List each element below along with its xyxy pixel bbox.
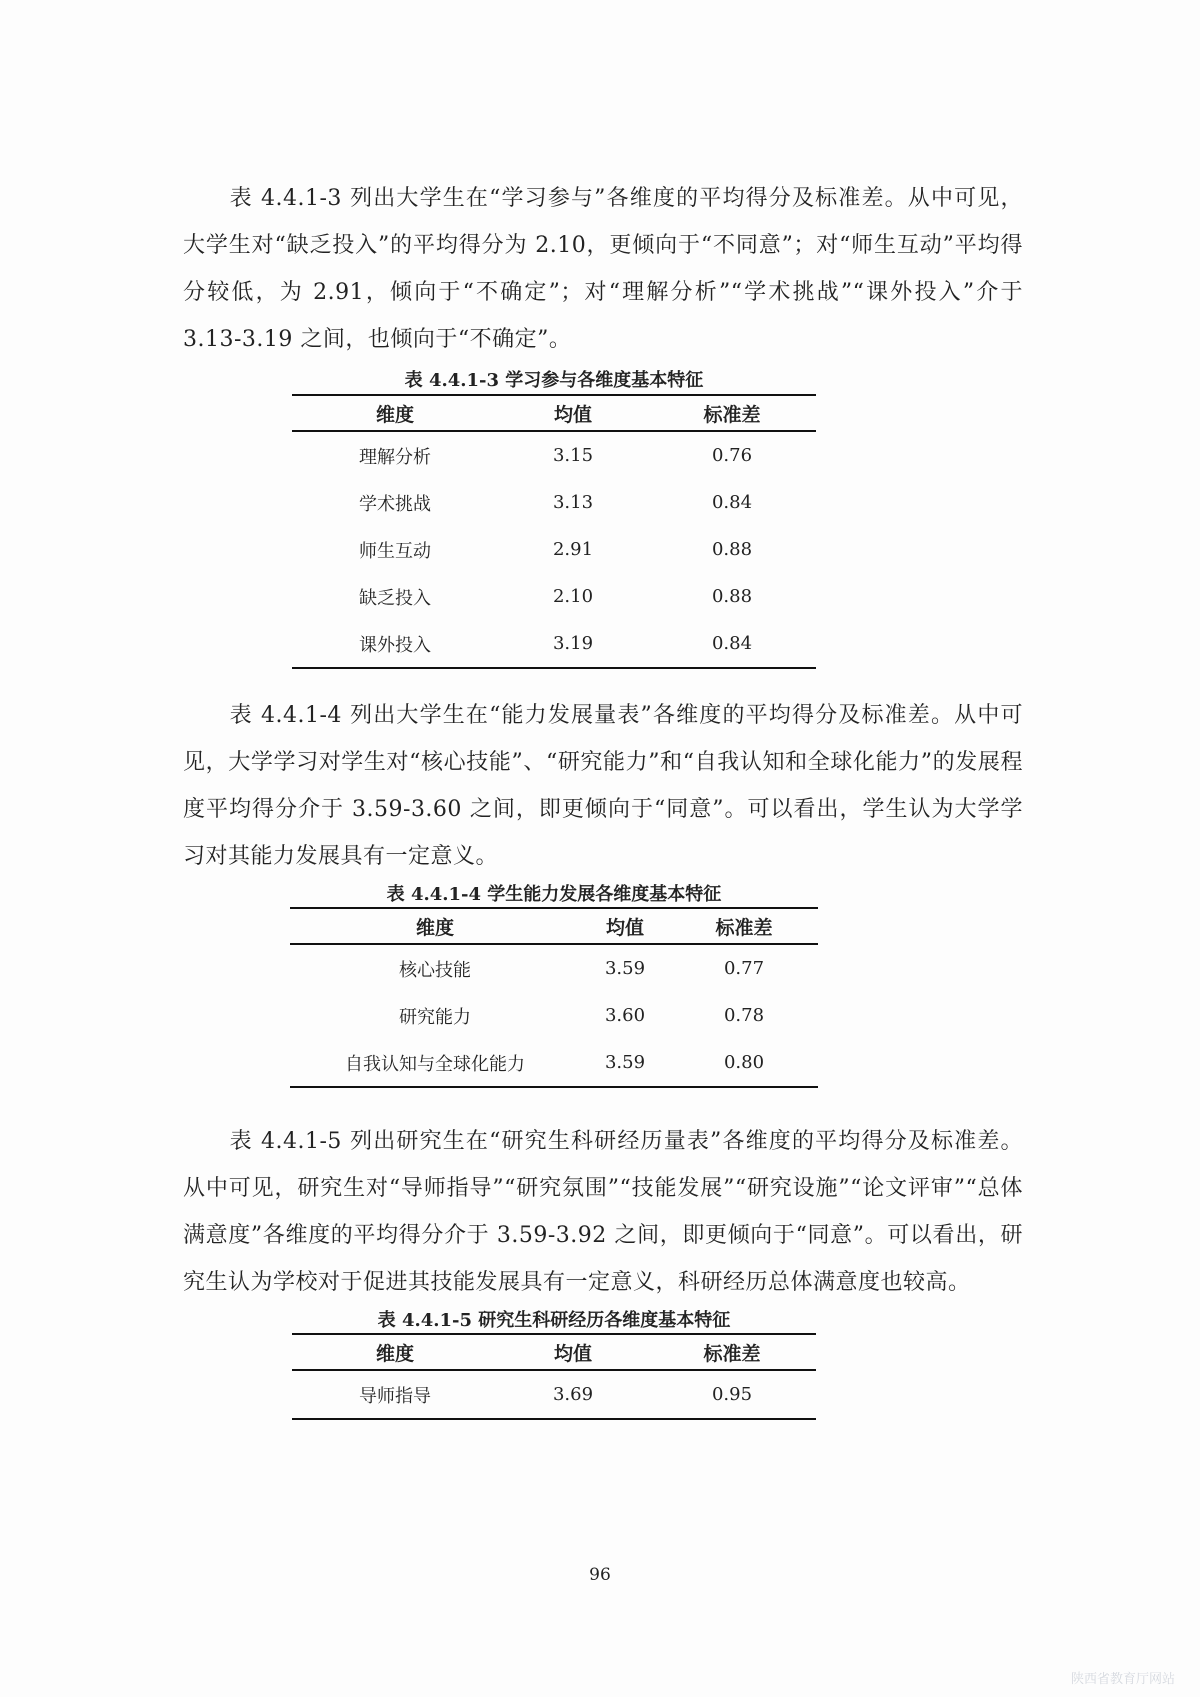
cell-sd: 0.84	[648, 620, 816, 668]
cell-sd: 0.78	[723, 1005, 765, 1026]
cell-mean: 3.60	[604, 1005, 646, 1026]
cell-dimension: 缺乏投入	[359, 587, 431, 609]
cell-mean: 3.13	[552, 492, 594, 513]
cell-mean: 3.59	[604, 958, 646, 979]
header-sd: 标准差	[648, 1334, 816, 1370]
table-row	[292, 431, 816, 479]
table-graduate-research-experience	[292, 1333, 816, 1420]
header-mean: 均值	[498, 1334, 648, 1370]
table-row	[292, 479, 816, 526]
cell-dimension: 自我认知与全球化能力	[290, 1039, 580, 1087]
cell-mean: 3.19	[498, 620, 648, 668]
header-dimension: 维度	[292, 395, 498, 431]
cell-dimension: 学术挑战	[359, 493, 431, 515]
table-row	[292, 620, 816, 668]
header-sd: 标准差	[648, 395, 816, 431]
cell-mean: 3.59	[580, 1039, 670, 1087]
paragraph-table-4-4-1-4-intro	[183, 692, 1023, 880]
paragraph-table-4-4-1-3-intro	[183, 175, 1023, 363]
cell-dimension: 导师指导	[292, 1370, 498, 1419]
cell-mean: 2.91	[552, 539, 594, 560]
page-number: 96	[589, 1565, 611, 1585]
table-caption: 表 4.4.1-4 学生能力发展各维度基本特征	[386, 884, 722, 905]
cell-dimension: 师生互动	[359, 540, 431, 562]
paragraph-table-4-4-1-5-intro	[183, 1118, 1023, 1306]
cell-dimension: 核心技能	[399, 959, 471, 981]
paragraph-text: 表 4.4.1-4 列出大学生在“能力发展量表”各维度的平均得分及标准差。从中可见，大学学习对学生对“核心技能”、“研究能力”和“自我认知和全球化能力”的发展程度平均得分介于 3.59-3.60 之间，即更倾向于“同意”。可以看出，学生认为大学学习对其能力发展具有一定意义。	[183, 703, 1023, 869]
cell-dimension: 课外投入	[292, 620, 498, 668]
table-row	[292, 573, 816, 620]
cell-mean: 3.15	[552, 445, 594, 466]
table-learning-engagement	[292, 394, 816, 669]
cell-sd: 0.95	[648, 1370, 816, 1419]
watermark: 陕西省教育厅网站	[1070, 1672, 1175, 1687]
cell-sd: 0.76	[711, 445, 753, 466]
table-row	[292, 1370, 816, 1419]
header-mean: 均值	[498, 395, 648, 431]
table-header-row	[292, 395, 816, 431]
header-sd: 标准差	[670, 908, 818, 944]
cell-sd: 0.88	[711, 586, 753, 607]
table-caption: 表 4.4.1-3 学习参与各维度基本特征	[404, 370, 704, 391]
cell-sd: 0.77	[723, 958, 765, 979]
paragraph-text: 表 4.4.1-5 列出研究生在“研究生科研经历量表”各维度的平均得分及标准差。从中可见，研究生对“导师指导”“研究氛围”“技能发展”“研究设施”“论文评审”“总体满意度”各维度的平均得分介于 3.59-3.92 之间，即更倾向于“同意”。可以看出，研究生认为学校对于促进其技能发展具有一定意义，科研经历总体满意度也较高。	[183, 1129, 1023, 1295]
cell-mean: 2.10	[552, 586, 594, 607]
header-dimension: 维度	[290, 908, 580, 944]
cell-dimension: 研究能力	[399, 1006, 471, 1028]
table-ability-development	[290, 907, 818, 1088]
cell-sd: 0.88	[711, 539, 753, 560]
table-caption: 表 4.4.1-5 研究生科研经历各维度基本特征	[377, 1310, 731, 1331]
header-mean: 均值	[580, 908, 670, 944]
cell-sd: 0.80	[670, 1039, 818, 1087]
table-row	[292, 526, 816, 573]
header-dimension: 维度	[292, 1334, 498, 1370]
cell-dimension: 理解分析	[359, 446, 431, 468]
table-row	[290, 944, 818, 992]
table-row	[290, 1039, 818, 1087]
table-header-row	[290, 908, 818, 944]
table-header-row	[292, 1334, 816, 1370]
paragraph-text: 表 4.4.1-3 列出大学生在“学习参与”各维度的平均得分及标准差。从中可见，大学生对“缺乏投入”的平均得分为 2.10，更倾向于“不同意”；对“师生互动”平均得分较低，为 2.91，倾向于“不确定”；对“理解分析”“学术挑战”“课外投入”介于 3.13-3.19 之间，也倾向于“不确定”。	[183, 186, 1023, 352]
cell-mean: 3.69	[498, 1370, 648, 1419]
cell-sd: 0.84	[711, 492, 753, 513]
table-row	[290, 992, 818, 1039]
